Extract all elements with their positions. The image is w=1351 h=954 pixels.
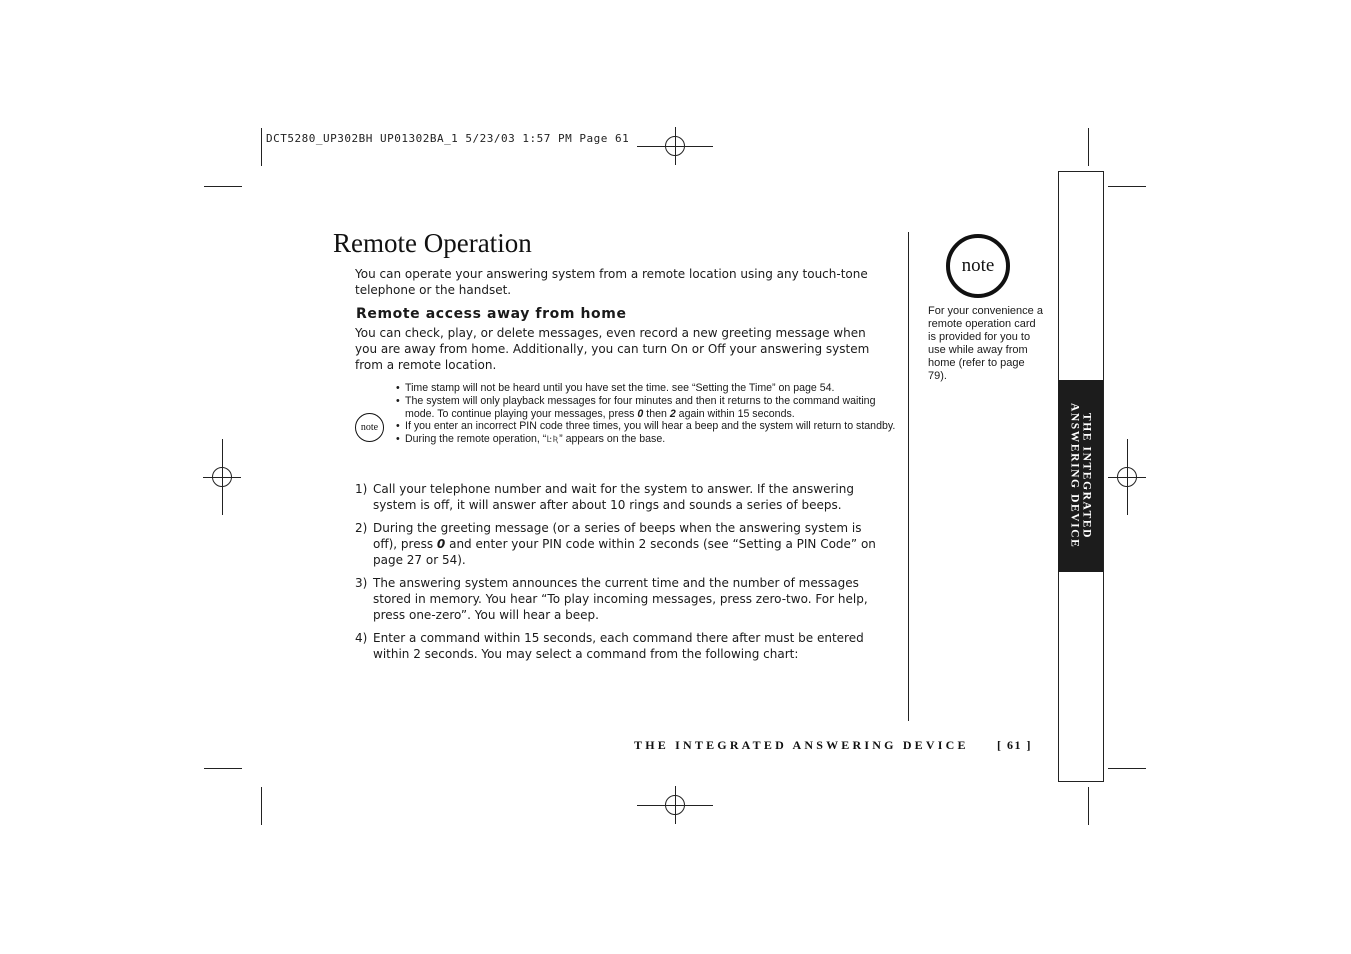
list-item: 3) The answering system announces the current time and the number of messages stored in memory. You hear “To play incoming messages, press zero-two. For help, press one-zero”. You will hear a beep. xyxy=(355,576,868,622)
crop-mark xyxy=(204,186,242,187)
key-label: 0 xyxy=(436,537,446,551)
tab-frame xyxy=(1058,171,1103,172)
tab-frame xyxy=(1103,171,1104,782)
column-divider xyxy=(908,232,909,721)
crop-mark xyxy=(261,787,262,825)
note-item: • Time stamp will not be heard until you have set the time. see “Setting the Time” on page 54. xyxy=(396,382,906,395)
list-item: 2) During the greeting message (or a series of beeps when the answering system is off), press 0 and enter your PIN code within 2 seconds (see “Setting a PIN Code” on page 27 or 54). xyxy=(355,521,876,567)
crop-mark xyxy=(1088,787,1089,825)
sidebar-note-text: For your convenience a remote operation card is provided for you to use while away from home (refer to page 79). xyxy=(928,305,1043,382)
crop-mark xyxy=(204,768,242,769)
note-item: • The system will only playback messages for four minutes and then it returns to the command waiting mode. To continue playing your messages, press 0 then 2 again within 15 seconds. xyxy=(396,395,906,421)
page-number: [ 61 ] xyxy=(997,738,1032,752)
section-heading: Remote access away from home xyxy=(356,306,627,322)
crop-mark xyxy=(1108,186,1146,187)
section-tab xyxy=(1058,380,1103,572)
page-title: Remote Operation xyxy=(333,228,532,258)
crop-mark xyxy=(261,128,262,166)
note-badge-label: note xyxy=(961,255,995,276)
section-tab-label: THE INTEGRATED ANSWERING DEVICE xyxy=(1068,403,1093,549)
print-slug: DCT5280_UP302BH UP01302BA_1 5/23/03 1:57 PM Page 61 xyxy=(266,132,630,145)
intro-paragraph: You can operate your answering system from a remote location using any touch-tone telephone or the handset. xyxy=(355,267,868,297)
note-item: • During the remote operation, “ĿƦ” appears on the base. xyxy=(396,433,906,447)
steps-list xyxy=(355,481,885,669)
list-item: 4) Enter a command within 15 seconds, each command there after must be entered within 2 seconds. You may select a command from the following chart: xyxy=(355,631,864,661)
footer-section-title: THE INTEGRATED ANSWERING DEVICE xyxy=(634,738,969,752)
key-label: 2 xyxy=(669,407,676,420)
crop-mark xyxy=(1108,768,1146,769)
key-label: 0 xyxy=(637,407,644,420)
section-body: You can check, play, or delete messages, even record a new greeting message when you are away from home. Additionally, you can turn On or Off your answering system from a remote location. xyxy=(355,326,870,372)
crop-mark xyxy=(1088,128,1089,166)
list-item: 1) Call your telephone number and wait for the system to answer. If the answering system is off, it will answer after about 10 rings and sounds a series of beeps. xyxy=(355,482,854,512)
note-icon-label: note xyxy=(360,422,379,433)
notes-list xyxy=(396,382,906,447)
lcd-display-text: ĿƦ xyxy=(546,435,560,446)
tab-frame xyxy=(1058,781,1104,782)
note-icon xyxy=(355,413,384,442)
note-item: • If you enter an incorrect PIN code three times, you will hear a beep and the system will return to standby. xyxy=(396,420,906,433)
note-badge-icon xyxy=(946,234,1010,298)
